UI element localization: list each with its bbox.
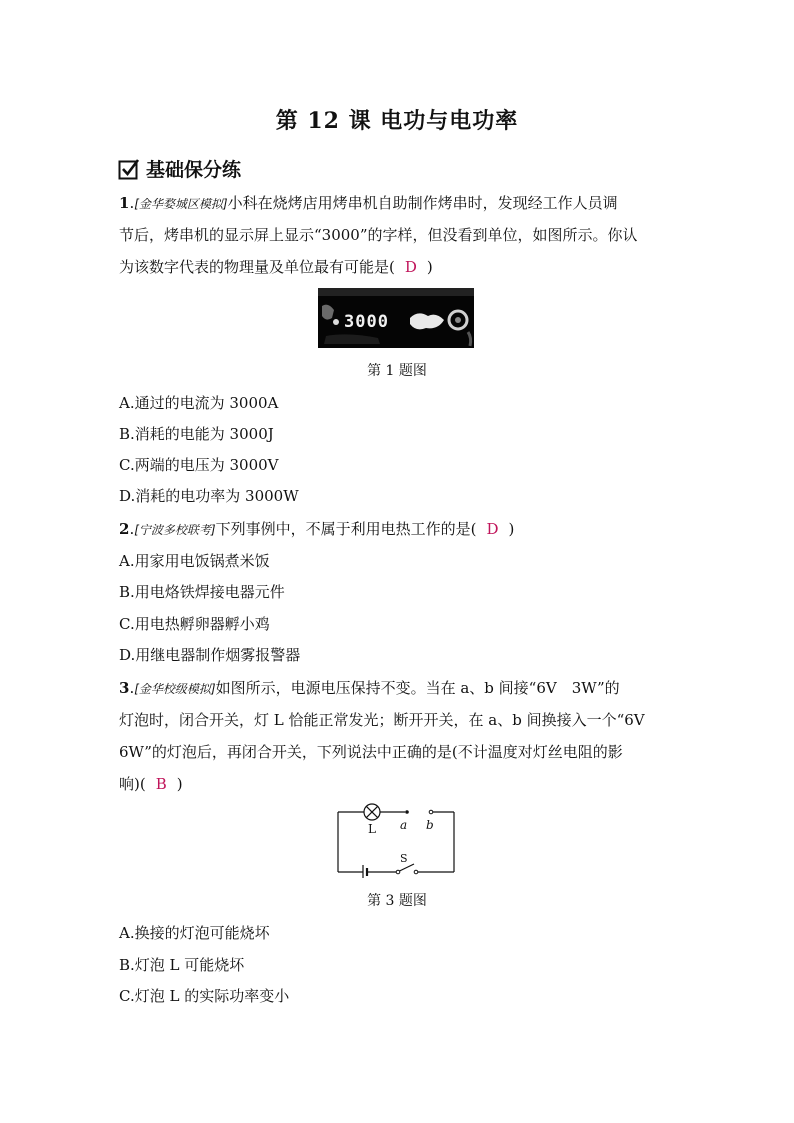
q3-option-c: C.灯泡 L 的实际功率变小 bbox=[119, 987, 290, 1005]
q3-circuit-diagram bbox=[336, 800, 456, 878]
q2-source: [宁波多校联考] bbox=[134, 523, 216, 537]
q3-option-a: A.换接的灯泡可能烧坏 bbox=[119, 924, 270, 942]
q1-display-text: 3000 bbox=[344, 312, 389, 332]
q1-option-a: A.通过的电流为 3000A bbox=[119, 394, 279, 412]
q3-line-3: 6W”的灯泡后，再闭合开关，下列说法中正确的是(不计温度对灯丝电阻的影 bbox=[119, 743, 623, 761]
q2-option-b: B.用电烙铁焊接电器元件 bbox=[119, 583, 285, 601]
terminal-a-label: a bbox=[400, 818, 408, 832]
q1-option-c: C.两端的电压为 3000V bbox=[119, 456, 279, 474]
q3-option-b: B.灯泡 L 可能烧坏 bbox=[119, 956, 245, 974]
q3-number: 3 bbox=[119, 679, 130, 697]
lamp-label: L bbox=[368, 822, 376, 836]
q3-line-4: 响)( B ) bbox=[119, 775, 183, 793]
q2-option-d: D.用继电器制作烟雾报警器 bbox=[119, 646, 301, 664]
section-heading bbox=[118, 155, 241, 182]
q1-number: 1 bbox=[119, 194, 130, 212]
q1-answer: D bbox=[404, 258, 417, 276]
terminal-b-label: b bbox=[426, 818, 434, 832]
terminal-b bbox=[429, 810, 433, 814]
q2-option-a: A.用家用电饭锅煮米饭 bbox=[119, 552, 270, 570]
q3-line-2: 灯泡时，闭合开关，灯 L 恰能正常发光；断开开关，在 a、b 间换接入一个“6V bbox=[119, 711, 645, 729]
battery-icon bbox=[363, 865, 367, 878]
checkbox-checked-icon bbox=[118, 158, 140, 180]
q3-line-1: 3.[金华校级模拟]如图所示，电源电压保持不变。当在 a、b 间接“6V 3W”的 bbox=[119, 679, 620, 697]
q2-answer: D bbox=[486, 520, 499, 538]
q1-display-photo bbox=[318, 288, 474, 348]
q2-line-1: 2.[宁波多校联考]下列事例中，不属于利用电热工作的是( D ) bbox=[119, 520, 515, 538]
q1-figure-caption: 第 1 题图 bbox=[367, 363, 427, 379]
q1-option-d: D.消耗的电功率为 3000W bbox=[119, 487, 299, 505]
q1-option-b: B.消耗的电能为 3000J bbox=[119, 425, 274, 443]
switch-label: S bbox=[400, 852, 408, 865]
page-title: 第 12 课 电功与电功率 bbox=[275, 108, 519, 134]
lamp-icon bbox=[364, 804, 380, 820]
section-title: 基础保分练 bbox=[146, 159, 242, 181]
q1-line-1: 1.[金华婺城区模拟]小科在烧烤店用烤串机自助制作烤串时，发现经工作人员调 bbox=[119, 194, 618, 212]
q1-source: [金华婺城区模拟] bbox=[134, 197, 228, 211]
q1-line-2: 节后，烤串机的显示屏上显示“3000”的字样，但没看到单位，如图所示。你认 bbox=[119, 226, 638, 244]
q2-number: 2 bbox=[119, 520, 130, 538]
q3-figure-caption: 第 3 题图 bbox=[367, 893, 427, 909]
terminal-a bbox=[405, 810, 409, 814]
q3-source: [金华校级模拟] bbox=[134, 682, 216, 696]
switch-icon bbox=[396, 864, 418, 874]
q1-line-3: 为该数字代表的物理量及单位最有可能是( D ) bbox=[119, 258, 433, 276]
q3-answer: B bbox=[155, 775, 167, 793]
q2-option-c: C.用电热孵卵器孵小鸡 bbox=[119, 615, 270, 633]
